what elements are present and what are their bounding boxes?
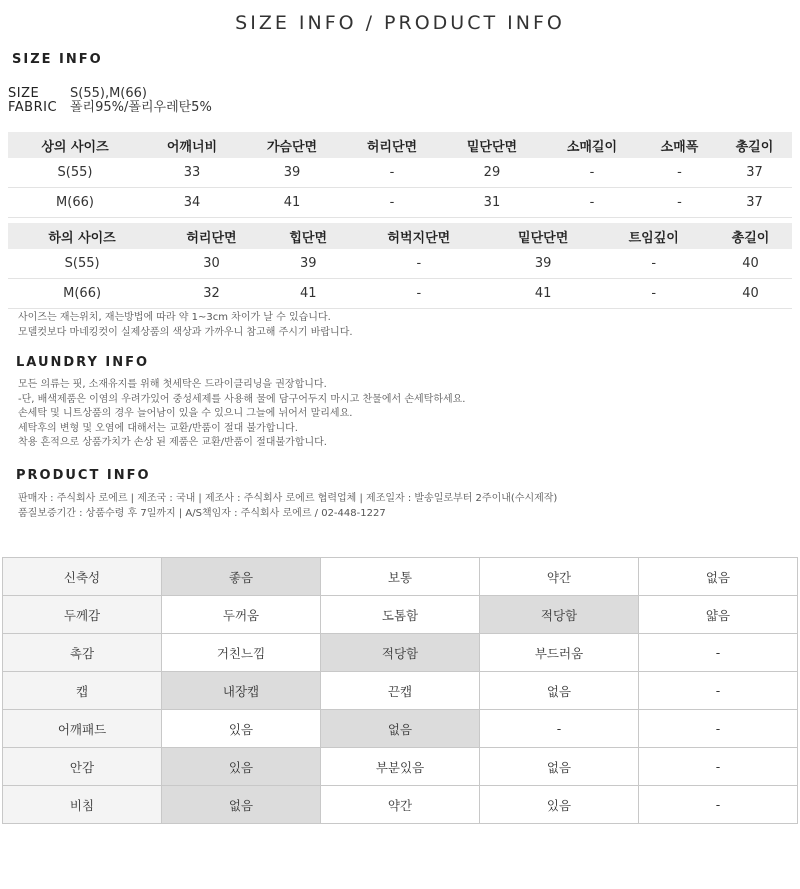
table-header: 허벅지단면: [350, 223, 488, 249]
table-cell: -: [350, 249, 488, 279]
table-cell: S(55): [8, 158, 142, 188]
table-cell: 34: [142, 188, 242, 218]
size-note-line: 모델컷보다 마네킹컷이 실제상품의 색상과 가까우니 참고해 주시기 바랍니다.: [18, 326, 353, 338]
table-cell: -: [542, 158, 642, 188]
page-title: SIZE INFO / PRODUCT INFO: [235, 12, 565, 34]
product-note-line: 품질보증기간 : 상품수령 후 7일까지 | A/S책임자 : 주식회사 로에르 / 02-448-1227: [18, 507, 386, 519]
table-header: 총길이: [717, 132, 792, 158]
product-notes: [18, 492, 557, 521]
top-size-table: [8, 132, 792, 218]
table-cell: 33: [142, 158, 242, 188]
attribute-option-selected: 좋음: [162, 558, 321, 596]
table-cell: M(66): [8, 188, 142, 218]
attribute-option: 없음: [480, 748, 639, 786]
attribute-option: 얇음: [639, 596, 798, 634]
attribute-label: 캡: [3, 672, 162, 710]
table-cell: 29: [442, 158, 542, 188]
attribute-option-selected: 있음: [162, 748, 321, 786]
product-note-line: 판매자 : 주식회사 로에르 | 제조국 : 국내 | 제조사 : 주식회사 로에르 협력업체 | 제조일자 : 발송일로부터 2주이내(수시제작): [18, 493, 558, 504]
table-cell: 37: [717, 188, 792, 218]
table-cell: -: [350, 279, 488, 309]
attribute-option: -: [639, 786, 798, 824]
size-value: S(55),M(66): [70, 86, 147, 101]
table-header: 소매폭: [642, 132, 717, 158]
spec-size-row: [8, 87, 147, 101]
attribute-option: -: [639, 672, 798, 710]
table-row: [8, 188, 792, 218]
table-header: 힙단면: [267, 223, 350, 249]
attribute-label: 비침: [3, 786, 162, 824]
table-cell: 39: [242, 158, 342, 188]
table-cell: -: [598, 249, 709, 279]
attribute-label: 두께감: [3, 596, 162, 634]
attribute-row: [3, 634, 798, 672]
table-header: 트임깊이: [598, 223, 709, 249]
table-cell: S(55): [8, 249, 156, 279]
table-cell: -: [342, 158, 442, 188]
attribute-option: -: [639, 634, 798, 672]
table-cell: 39: [267, 249, 350, 279]
attribute-option-selected: 없음: [321, 710, 480, 748]
attribute-option: 거친느낌: [162, 634, 321, 672]
attribute-option-selected: 내장캡: [162, 672, 321, 710]
table-cell: 30: [156, 249, 267, 279]
attribute-option: 도톰함: [321, 596, 480, 634]
size-note-line: 사이즈는 재는위치, 재는방법에 따라 약 1~3cm 차이가 날 수 있습니다.: [18, 312, 331, 323]
table-cell: -: [642, 188, 717, 218]
laundry-note-line: 착용 흔적으로 상품가치가 손상 된 제품은 교환/반품이 절대불가합니다.: [18, 437, 327, 448]
attribute-option: 있음: [480, 786, 639, 824]
attribute-row: [3, 786, 798, 824]
fabric-value: 폴리95%/폴리우레탄5%: [70, 100, 212, 115]
attribute-row: [3, 558, 798, 596]
table-header: 상의 사이즈: [8, 132, 142, 158]
attribute-label: 안감: [3, 748, 162, 786]
table-cell: 41: [488, 279, 599, 309]
table-header: 밑단단면: [442, 132, 542, 158]
table-row: [8, 158, 792, 188]
laundry-note-line: 손세탁 및 니트상품의 경우 늘어남이 있을 수 있으니 그늘에 뉘어서 말리세요.: [18, 408, 353, 419]
table-cell: 41: [267, 279, 350, 309]
attribute-option: 있음: [162, 710, 321, 748]
product-info-heading: PRODUCT INFO: [16, 468, 151, 483]
table-cell: M(66): [8, 279, 156, 309]
size-label: SIZE: [8, 86, 40, 101]
table-header: 허리단면: [156, 223, 267, 249]
table-header: 소매길이: [542, 132, 642, 158]
table-row: [8, 279, 792, 309]
attribute-option: -: [639, 710, 798, 748]
table-cell: -: [542, 188, 642, 218]
attribute-row: [3, 748, 798, 786]
attribute-option-selected: 적당함: [321, 634, 480, 672]
attribute-option: 없음: [639, 558, 798, 596]
table-header: 총길이: [709, 223, 792, 249]
attribute-option: 보통: [321, 558, 480, 596]
product-attribute-table: [2, 557, 798, 824]
table-header: 가슴단면: [242, 132, 342, 158]
attribute-row: [3, 596, 798, 634]
laundry-note-line: -단, 배색제품은 이염의 우려가있어 중성세제를 사용해 물에 담구어두지 마시고 찬물에서 손세탁하세요.: [18, 393, 466, 405]
bottom-size-header-row: [8, 223, 792, 249]
table-header: 하의 사이즈: [8, 223, 156, 249]
table-cell: -: [598, 279, 709, 309]
bottom-size-table: [8, 223, 792, 309]
attribute-option: 부분있음: [321, 748, 480, 786]
table-header: 허리단면: [342, 132, 442, 158]
table-cell: 41: [242, 188, 342, 218]
table-cell: 37: [717, 158, 792, 188]
attribute-label: 신축성: [3, 558, 162, 596]
table-cell: 40: [709, 279, 792, 309]
size-notes: [18, 311, 353, 340]
fabric-label: FABRIC: [8, 100, 58, 115]
attribute-option: 약간: [480, 558, 639, 596]
attribute-option: 약간: [321, 786, 480, 824]
attribute-option: 없음: [480, 672, 639, 710]
attribute-option: 부드러움: [480, 634, 639, 672]
table-header: 밑단단면: [488, 223, 599, 249]
attribute-label: 촉감: [3, 634, 162, 672]
table-cell: 39: [488, 249, 599, 279]
spec-fabric-row: [8, 101, 212, 115]
laundry-note-line: 모든 의류는 핏, 소재유지를 위해 첫세탁은 드라이클리닝을 권장합니다.: [18, 379, 327, 390]
attribute-row: [3, 710, 798, 748]
table-header: 어깨너비: [142, 132, 242, 158]
attribute-row: [3, 672, 798, 710]
attribute-option-selected: 없음: [162, 786, 321, 824]
attribute-option-selected: 적당함: [480, 596, 639, 634]
attribute-option: 두꺼움: [162, 596, 321, 634]
laundry-info-heading: LAUNDRY INFO: [16, 355, 150, 370]
attribute-option: 끈캡: [321, 672, 480, 710]
laundry-notes: [18, 378, 465, 451]
laundry-note-line: 세탁후의 변형 및 오염에 대해서는 교환/반품이 절대 불가합니다.: [18, 422, 298, 434]
size-info-heading: SIZE INFO: [12, 52, 103, 67]
attribute-option: -: [639, 748, 798, 786]
table-cell: 32: [156, 279, 267, 309]
attribute-label: 어깨패드: [3, 710, 162, 748]
table-cell: -: [342, 188, 442, 218]
table-row: [8, 249, 792, 279]
attribute-option: -: [480, 710, 639, 748]
table-cell: 31: [442, 188, 542, 218]
table-cell: 40: [709, 249, 792, 279]
table-cell: -: [642, 158, 717, 188]
top-size-header-row: [8, 132, 792, 158]
